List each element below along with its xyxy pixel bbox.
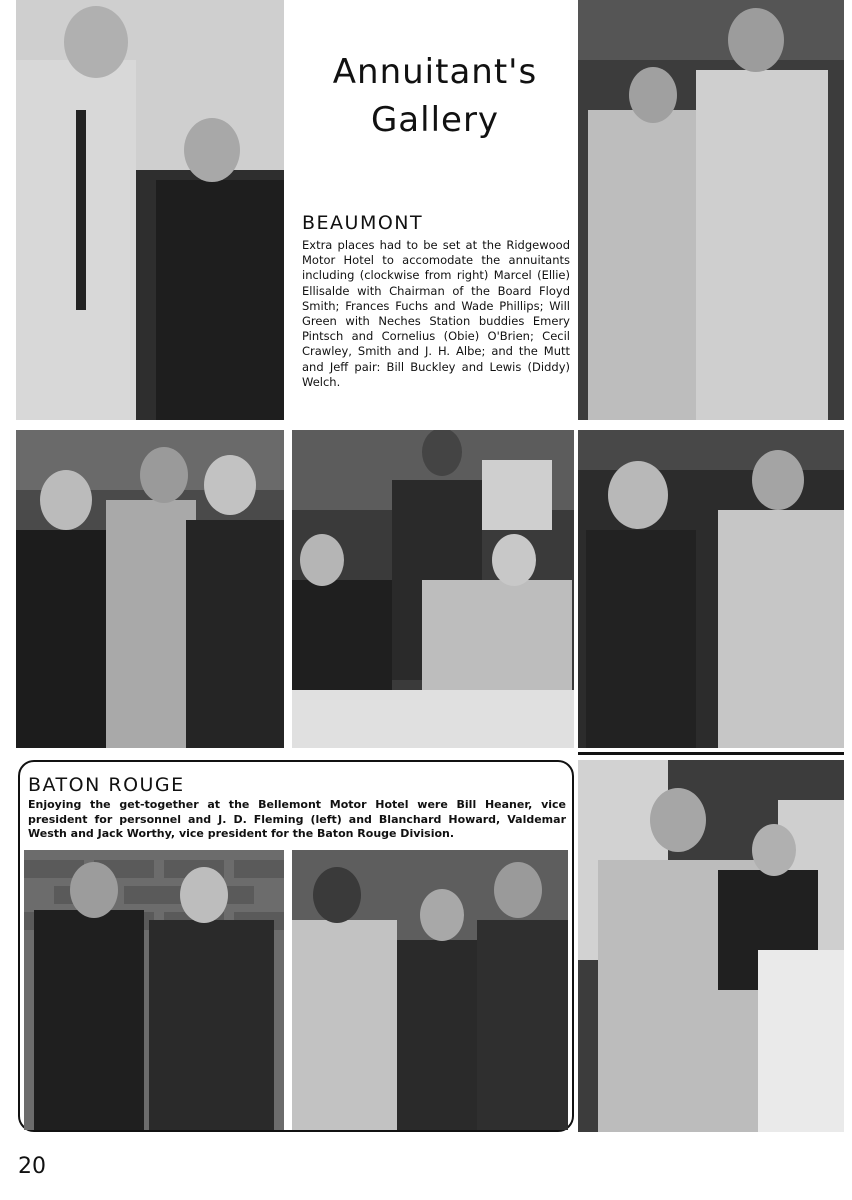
photo-howard-westh-worthy [292, 850, 568, 1130]
photo-heaner-and-fleming [24, 850, 284, 1130]
beaumont-heading: BEAUMONT [302, 212, 424, 234]
title-line-1: Annuitant's [332, 52, 538, 92]
photo-ellisalde-and-smith [578, 0, 844, 420]
page-title [296, 48, 574, 144]
photo-mutt-and-jeff [16, 0, 284, 420]
photo-buckley-and-welch [578, 760, 844, 1132]
photo-crawley-smith-albe [16, 430, 284, 748]
section-divider-right [578, 752, 844, 755]
photo-fuchs-and-phillips [578, 430, 844, 748]
baton-rouge-heading: BATON ROUGE [28, 774, 185, 796]
beaumont-caption: Extra places had to be set at the Ridgewood Motor Hotel to accomodate the annuitants including (clockwise from right) Marcel (Ellie) Ellisalde with Chairman of the Board Floyd Smith; Frances Fuchs and Wade Phillips; Will Green with Neches Station buddies Emery Pintsch and Cornelius (Obie) O'Brien; Cecil Crawley, Smith and J. H. Albe; and the Mutt and Jeff pair: Bill Buckley and Lewis (Diddy) Welch. [302, 238, 570, 389]
page-number: 20 [18, 1154, 46, 1179]
photo-green-pintsch-obrien [292, 430, 574, 748]
title-line-2: Gallery [370, 100, 500, 140]
baton-rouge-caption: Enjoying the get-together at the Bellemont Motor Hotel were Bill Heaner, vice president for personnel and J. D. Fleming (left) and Blanchard Howard, Valdemar Westh and Jack Worthy, vice president for the Baton Rouge Division. [28, 798, 566, 840]
